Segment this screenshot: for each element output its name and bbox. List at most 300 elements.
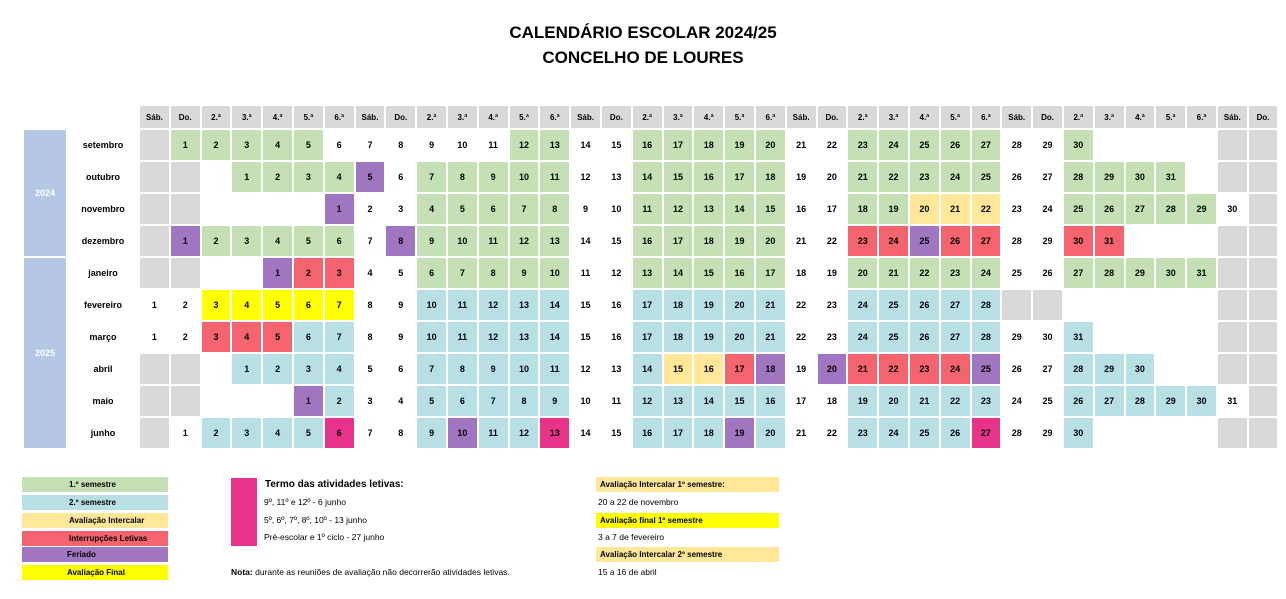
month-row xyxy=(24,162,1277,192)
day-cell: 1 xyxy=(263,258,292,288)
day-cell: 24 xyxy=(941,354,970,384)
day-cell: 17 xyxy=(818,194,847,224)
day-cell: 12 xyxy=(602,258,631,288)
legend-1-semestre xyxy=(22,477,168,492)
weekday-header: 6.ª xyxy=(540,106,569,128)
day-cell: 15 xyxy=(756,194,785,224)
day-cell: 25 xyxy=(910,130,939,160)
page-title: CALENDÁRIO ESCOLAR 2024/25 xyxy=(509,23,777,42)
day-cell: 25 xyxy=(972,354,1001,384)
day-cell: 22 xyxy=(818,418,847,448)
day-cell: 30 xyxy=(1218,194,1247,224)
day-cell: 21 xyxy=(879,258,908,288)
day-cell: 27 xyxy=(972,130,1001,160)
day-cell: 18 xyxy=(694,226,723,256)
month-name: novembro xyxy=(81,204,125,214)
day-cell: 22 xyxy=(787,322,816,352)
empty-cell xyxy=(1126,418,1155,448)
day-cell: 27 xyxy=(972,226,1001,256)
month-row xyxy=(24,194,1277,224)
day-cell: 4 xyxy=(417,194,446,224)
day-cell: 11 xyxy=(633,194,662,224)
day-cell: 23 xyxy=(910,354,939,384)
empty-cell xyxy=(1187,162,1216,192)
day-cell: 27 xyxy=(941,322,970,352)
avaliacao-label: Avaliação Intercalar 1º semestre: xyxy=(600,480,725,489)
day-cell: 4 xyxy=(386,386,415,416)
day-cell: 7 xyxy=(325,290,354,320)
legend-avaliacao-intercalar xyxy=(22,513,168,528)
day-cell: 14 xyxy=(571,226,600,256)
weekday-header: Do. xyxy=(1033,106,1062,128)
legend-label: Avaliação Final xyxy=(67,568,125,577)
day-cell: 5 xyxy=(417,386,446,416)
day-cell: 30 xyxy=(1033,322,1062,352)
weekday-header: Do. xyxy=(386,106,415,128)
day-cell: 21 xyxy=(787,226,816,256)
weekday-header: Sáb. xyxy=(1218,106,1247,128)
day-cell: 8 xyxy=(510,386,539,416)
day-cell: 30 xyxy=(1064,418,1093,448)
day-cell: 13 xyxy=(540,418,569,448)
day-cell: 25 xyxy=(1064,194,1093,224)
day-cell: 11 xyxy=(602,386,631,416)
day-cell: 3 xyxy=(294,354,323,384)
day-cell: 7 xyxy=(417,354,446,384)
day-cell: 5 xyxy=(263,322,292,352)
weekday-header: 2.ª xyxy=(1064,106,1093,128)
empty-cell xyxy=(294,194,323,224)
day-cell: 23 xyxy=(848,418,877,448)
day-cell: 26 xyxy=(1064,386,1093,416)
day-cell: 10 xyxy=(510,354,539,384)
calendar-grid xyxy=(22,104,1279,450)
day-cell: 29 xyxy=(1095,162,1124,192)
legend-label: 2.º semestre xyxy=(69,498,116,507)
legend-avaliacao-final xyxy=(22,565,168,580)
day-cell: 7 xyxy=(417,162,446,192)
calendar-table xyxy=(22,104,1279,450)
month-name: janeiro xyxy=(88,268,118,278)
month-row xyxy=(24,386,1277,416)
day-cell: 11 xyxy=(540,162,569,192)
day-cell: 30 xyxy=(1126,162,1155,192)
day-cell: 30 xyxy=(1064,130,1093,160)
day-cell: 23 xyxy=(848,130,877,160)
month-name: março xyxy=(89,332,117,342)
day-cell: 29 xyxy=(1095,354,1124,384)
weekday-header: Sáb. xyxy=(1002,106,1031,128)
weekday-header: Sáb. xyxy=(571,106,600,128)
header-spacer xyxy=(68,106,138,128)
day-cell: 21 xyxy=(941,194,970,224)
day-cell: 21 xyxy=(910,386,939,416)
day-cell: 31 xyxy=(1064,322,1093,352)
legend-feriado xyxy=(22,547,168,562)
day-cell: 11 xyxy=(448,290,477,320)
day-cell: 6 xyxy=(325,226,354,256)
empty-cell xyxy=(1002,290,1031,320)
header-row xyxy=(24,106,1277,128)
day-cell: 6 xyxy=(417,258,446,288)
day-cell: 8 xyxy=(386,130,415,160)
day-cell: 16 xyxy=(756,386,785,416)
month-row xyxy=(24,418,1277,448)
day-cell: 14 xyxy=(725,194,754,224)
day-cell: 8 xyxy=(448,354,477,384)
day-cell: 4 xyxy=(232,322,261,352)
empty-cell xyxy=(1249,258,1278,288)
weekday-header: Do. xyxy=(602,106,631,128)
weekday-header: 3.ª xyxy=(232,106,261,128)
month-name: fevereiro xyxy=(83,300,123,310)
day-cell: 5 xyxy=(356,162,385,192)
day-cell: 10 xyxy=(448,130,477,160)
day-cell: 7 xyxy=(448,258,477,288)
day-cell: 6 xyxy=(294,290,323,320)
day-cell: 3 xyxy=(294,162,323,192)
legend-label: Feriado xyxy=(67,550,96,559)
day-cell: 26 xyxy=(941,418,970,448)
day-cell: 3 xyxy=(232,226,261,256)
day-cell: 5 xyxy=(448,194,477,224)
day-cell: 28 xyxy=(1002,226,1031,256)
empty-cell xyxy=(1249,386,1278,416)
empty-cell xyxy=(1218,290,1247,320)
day-cell: 29 xyxy=(1033,418,1062,448)
day-cell: 13 xyxy=(510,290,539,320)
day-cell: 23 xyxy=(910,162,939,192)
empty-cell xyxy=(1249,354,1278,384)
day-cell: 24 xyxy=(941,162,970,192)
day-cell: 22 xyxy=(941,386,970,416)
weekday-header: 6.ª xyxy=(1187,106,1216,128)
day-cell: 21 xyxy=(756,290,785,320)
day-cell: 16 xyxy=(633,418,662,448)
day-cell: 29 xyxy=(1033,130,1062,160)
empty-cell xyxy=(140,354,169,384)
empty-cell xyxy=(263,386,292,416)
empty-cell xyxy=(140,194,169,224)
day-cell: 22 xyxy=(972,194,1001,224)
day-cell: 12 xyxy=(633,386,662,416)
empty-cell xyxy=(1187,226,1216,256)
day-cell: 8 xyxy=(356,322,385,352)
day-cell: 14 xyxy=(540,290,569,320)
weekday-header: 3.ª xyxy=(664,106,693,128)
empty-cell xyxy=(202,354,231,384)
weekday-header: 3.ª xyxy=(879,106,908,128)
avaliacao-band xyxy=(596,547,779,562)
day-cell: 29 xyxy=(1002,322,1031,352)
empty-cell xyxy=(140,418,169,448)
day-cell: 25 xyxy=(910,418,939,448)
legend-interrupcoes xyxy=(22,531,168,546)
day-cell: 30 xyxy=(1187,386,1216,416)
day-cell: 9 xyxy=(510,258,539,288)
day-cell: 28 xyxy=(1002,130,1031,160)
day-cell: 10 xyxy=(602,194,631,224)
day-cell: 9 xyxy=(571,194,600,224)
weekday-header: 6.ª xyxy=(756,106,785,128)
day-cell: 19 xyxy=(725,226,754,256)
day-cell: 18 xyxy=(756,354,785,384)
empty-cell xyxy=(171,162,200,192)
month-row xyxy=(24,130,1277,160)
empty-cell xyxy=(1218,322,1247,352)
weekday-header: 4.ª xyxy=(1126,106,1155,128)
day-cell: 22 xyxy=(879,162,908,192)
day-cell: 1 xyxy=(171,418,200,448)
day-cell: 10 xyxy=(417,322,446,352)
day-cell: 8 xyxy=(448,162,477,192)
day-cell: 24 xyxy=(879,226,908,256)
day-cell: 17 xyxy=(664,130,693,160)
day-cell: 12 xyxy=(510,418,539,448)
empty-cell xyxy=(1095,322,1124,352)
empty-cell xyxy=(140,386,169,416)
day-cell: 27 xyxy=(1033,162,1062,192)
empty-cell xyxy=(1218,258,1247,288)
day-cell: 13 xyxy=(664,386,693,416)
day-cell: 24 xyxy=(848,290,877,320)
month-name: outubro xyxy=(86,172,120,182)
day-cell: 13 xyxy=(633,258,662,288)
day-cell: 27 xyxy=(972,418,1001,448)
day-cell: 5 xyxy=(294,130,323,160)
empty-cell xyxy=(1249,194,1278,224)
day-cell: 20 xyxy=(756,226,785,256)
nota xyxy=(231,567,510,577)
day-cell: 12 xyxy=(571,354,600,384)
day-cell: 6 xyxy=(448,386,477,416)
day-cell: 3 xyxy=(325,258,354,288)
weekday-header: Do. xyxy=(171,106,200,128)
day-cell: 18 xyxy=(818,386,847,416)
day-cell: 2 xyxy=(171,290,200,320)
day-cell: 17 xyxy=(633,322,662,352)
day-cell: 26 xyxy=(1002,162,1031,192)
day-cell: 12 xyxy=(479,322,508,352)
day-cell: 6 xyxy=(479,194,508,224)
weekday-header: 5.ª xyxy=(1156,106,1185,128)
month-row xyxy=(24,226,1277,256)
day-cell: 10 xyxy=(448,226,477,256)
day-cell: 22 xyxy=(787,290,816,320)
day-cell: 20 xyxy=(818,354,847,384)
month-name: maio xyxy=(92,396,114,406)
day-cell: 20 xyxy=(756,418,785,448)
day-cell: 1 xyxy=(171,130,200,160)
day-cell: 17 xyxy=(664,418,693,448)
day-cell: 23 xyxy=(848,226,877,256)
empty-cell xyxy=(202,386,231,416)
month-name: abril xyxy=(93,364,113,374)
day-cell: 3 xyxy=(386,194,415,224)
day-cell: 29 xyxy=(1187,194,1216,224)
day-cell: 14 xyxy=(694,386,723,416)
day-cell: 25 xyxy=(910,226,939,256)
empty-cell xyxy=(1249,226,1278,256)
day-cell: 20 xyxy=(725,290,754,320)
weekday-header: 5.ª xyxy=(725,106,754,128)
day-cell: 2 xyxy=(325,386,354,416)
day-cell: 15 xyxy=(664,162,693,192)
day-cell: 13 xyxy=(694,194,723,224)
day-cell: 28 xyxy=(1095,258,1124,288)
empty-cell xyxy=(1249,290,1278,320)
day-cell: 6 xyxy=(386,354,415,384)
day-cell: 4 xyxy=(263,130,292,160)
empty-cell xyxy=(1187,290,1216,320)
day-cell: 5 xyxy=(263,290,292,320)
day-cell: 15 xyxy=(571,290,600,320)
day-cell: 11 xyxy=(479,226,508,256)
day-cell: 12 xyxy=(664,194,693,224)
empty-cell xyxy=(1156,226,1185,256)
empty-cell xyxy=(140,162,169,192)
legend-label: Interrupções Letivas xyxy=(69,534,148,543)
day-cell: 27 xyxy=(941,290,970,320)
day-cell: 14 xyxy=(571,130,600,160)
day-cell: 7 xyxy=(510,194,539,224)
day-cell: 20 xyxy=(818,162,847,192)
empty-cell xyxy=(140,226,169,256)
day-cell: 23 xyxy=(972,386,1001,416)
day-cell: 22 xyxy=(818,226,847,256)
day-cell: 14 xyxy=(633,162,662,192)
empty-cell xyxy=(1156,130,1185,160)
day-cell: 6 xyxy=(386,162,415,192)
day-cell: 8 xyxy=(386,226,415,256)
day-cell: 26 xyxy=(1002,354,1031,384)
empty-cell xyxy=(1064,290,1093,320)
day-cell: 4 xyxy=(325,354,354,384)
day-cell: 29 xyxy=(1156,386,1185,416)
day-cell: 19 xyxy=(787,162,816,192)
day-cell: 21 xyxy=(848,162,877,192)
page-subtitle: CONCELHO DE LOURES xyxy=(542,48,744,67)
day-cell: 20 xyxy=(879,386,908,416)
day-cell: 16 xyxy=(694,354,723,384)
day-cell: 14 xyxy=(633,354,662,384)
day-cell: 5 xyxy=(356,354,385,384)
day-cell: 10 xyxy=(448,418,477,448)
weekday-header: 4.ª xyxy=(263,106,292,128)
weekday-header: 5.ª xyxy=(294,106,323,128)
nota-label: Nota: xyxy=(231,567,253,577)
weekday-header: 4.ª xyxy=(910,106,939,128)
day-cell: 7 xyxy=(479,386,508,416)
day-cell: 8 xyxy=(386,418,415,448)
termo-heading: Termo das atividades letivas: xyxy=(265,479,404,490)
day-cell: 15 xyxy=(602,418,631,448)
day-cell: 24 xyxy=(879,130,908,160)
day-cell: 30 xyxy=(1156,258,1185,288)
day-cell: 15 xyxy=(694,258,723,288)
termo-line: 9º, 11º e 12º - 6 junho xyxy=(264,497,346,507)
day-cell: 14 xyxy=(540,322,569,352)
day-cell: 11 xyxy=(479,418,508,448)
day-cell: 3 xyxy=(232,418,261,448)
day-cell: 30 xyxy=(1064,226,1093,256)
day-cell: 28 xyxy=(1064,354,1093,384)
avaliacao-date: 20 a 22 de novembro xyxy=(598,497,679,507)
day-cell: 1 xyxy=(140,322,169,352)
day-cell: 22 xyxy=(910,258,939,288)
day-cell: 12 xyxy=(510,130,539,160)
day-cell: 23 xyxy=(818,322,847,352)
day-cell: 6 xyxy=(325,130,354,160)
day-cell: 25 xyxy=(1033,386,1062,416)
day-cell: 12 xyxy=(479,290,508,320)
day-cell: 2 xyxy=(356,194,385,224)
empty-cell xyxy=(1156,354,1185,384)
day-cell: 8 xyxy=(479,258,508,288)
empty-cell xyxy=(1126,130,1155,160)
day-cell: 20 xyxy=(848,258,877,288)
empty-cell xyxy=(1095,130,1124,160)
empty-cell xyxy=(1033,290,1062,320)
empty-cell xyxy=(1249,322,1278,352)
month-name: setembro xyxy=(82,140,124,150)
day-cell: 28 xyxy=(1126,386,1155,416)
month-name: dezembro xyxy=(81,236,125,246)
empty-cell xyxy=(263,194,292,224)
day-cell: 13 xyxy=(602,162,631,192)
month-name: junho xyxy=(90,428,116,438)
empty-cell xyxy=(1156,322,1185,352)
day-cell: 9 xyxy=(417,130,446,160)
day-cell: 18 xyxy=(694,418,723,448)
avaliacao-label: Avaliação final 1º semestre xyxy=(600,516,703,525)
day-cell: 9 xyxy=(417,226,446,256)
avaliacao-label: Avaliação Intercalar 2º semestre xyxy=(600,550,723,559)
empty-cell xyxy=(171,354,200,384)
day-cell: 26 xyxy=(941,226,970,256)
empty-cell xyxy=(1095,418,1124,448)
day-cell: 20 xyxy=(910,194,939,224)
empty-cell xyxy=(1218,226,1247,256)
day-cell: 4 xyxy=(232,290,261,320)
empty-cell xyxy=(1249,130,1278,160)
day-cell: 13 xyxy=(602,354,631,384)
day-cell: 1 xyxy=(171,226,200,256)
day-cell: 9 xyxy=(386,290,415,320)
day-cell: 20 xyxy=(756,130,785,160)
day-cell: 18 xyxy=(664,322,693,352)
day-cell: 11 xyxy=(571,258,600,288)
day-cell: 26 xyxy=(941,130,970,160)
day-cell: 5 xyxy=(294,226,323,256)
day-cell: 24 xyxy=(972,258,1001,288)
empty-cell xyxy=(1156,290,1185,320)
day-cell: 2 xyxy=(202,226,231,256)
day-cell: 7 xyxy=(325,322,354,352)
day-cell: 15 xyxy=(602,226,631,256)
day-cell: 7 xyxy=(356,226,385,256)
empty-cell xyxy=(1249,418,1278,448)
day-cell: 3 xyxy=(202,290,231,320)
weekday-header: Sáb. xyxy=(140,106,169,128)
weekday-header: 6.ª xyxy=(325,106,354,128)
day-cell: 8 xyxy=(540,194,569,224)
day-cell: 19 xyxy=(879,194,908,224)
empty-cell xyxy=(1218,130,1247,160)
day-cell: 9 xyxy=(479,162,508,192)
empty-cell xyxy=(1187,130,1216,160)
day-cell: 21 xyxy=(756,322,785,352)
